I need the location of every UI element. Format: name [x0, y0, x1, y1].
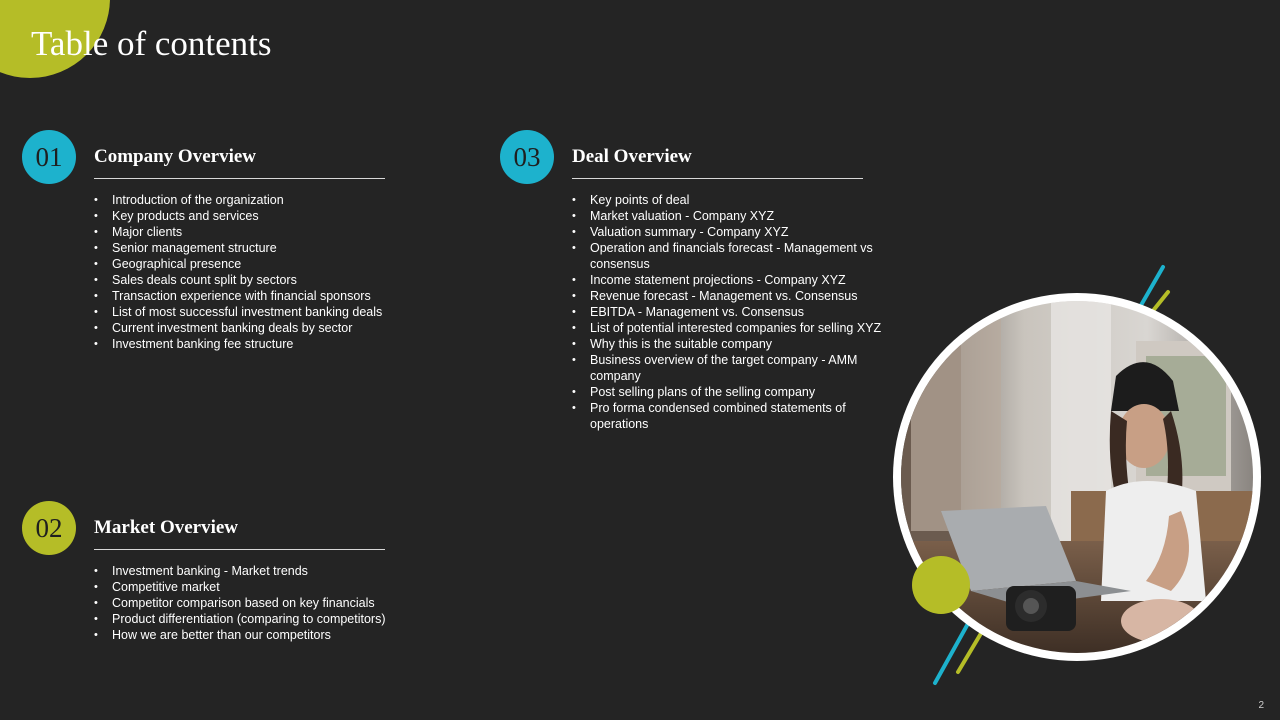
list-item: • Business overview of the target company - AMM company — [572, 352, 890, 384]
list-item: • Competitive market — [94, 579, 414, 595]
list-item: • Investment banking - Market trends — [94, 563, 414, 579]
lime-accent-circle — [912, 556, 970, 614]
section-item-list — [572, 192, 890, 432]
list-item: • Senior management structure — [94, 240, 414, 256]
section-title: Deal Overview — [572, 146, 692, 167]
section-title: Company Overview — [94, 146, 257, 167]
list-item: • Operation and financials forecast - Management vs consensus — [572, 240, 890, 272]
list-item: • Product differentiation (comparing to competitors) — [94, 611, 414, 627]
list-item: • Key products and services — [94, 208, 414, 224]
list-item: • Geographical presence — [94, 256, 414, 272]
section-divider — [94, 178, 385, 179]
page-number: 2 — [1258, 700, 1264, 711]
section-item-list — [94, 192, 414, 352]
list-item: • Valuation summary - Company XYZ — [572, 224, 890, 240]
section-number-badge: 02 — [22, 501, 76, 555]
section-market-overview — [22, 501, 442, 651]
list-item: • Revenue forecast - Management vs. Consensus — [572, 288, 890, 304]
list-item: • Pro forma condensed combined statements of operations — [572, 400, 890, 432]
section-item-list — [94, 563, 414, 643]
section-number-badge: 01 — [22, 130, 76, 184]
list-item: • Income statement projections - Company XYZ — [572, 272, 890, 288]
list-item: • List of most successful investment banking deals — [94, 304, 414, 320]
list-item: • Major clients — [94, 224, 414, 240]
page-title: Table of contents — [31, 24, 272, 63]
section-divider — [94, 549, 385, 550]
list-item: • Competitor comparison based on key financials — [94, 595, 414, 611]
section-deal-overview — [500, 130, 920, 440]
list-item: • Why this is the suitable company — [572, 336, 890, 352]
list-item: • Current investment banking deals by sector — [94, 320, 414, 336]
list-item: • Introduction of the organization — [94, 192, 414, 208]
list-item: • Transaction experience with financial sponsors — [94, 288, 414, 304]
section-company-overview — [22, 130, 442, 370]
list-item: • Investment banking fee structure — [94, 336, 414, 352]
section-title: Market Overview — [94, 517, 239, 538]
list-item: • Post selling plans of the selling company — [572, 384, 890, 400]
list-item: • List of potential interested companies for selling XYZ — [572, 320, 890, 336]
section-divider — [572, 178, 863, 179]
list-item: • How we are better than our competitors — [94, 627, 414, 643]
list-item: • Key points of deal — [572, 192, 890, 208]
list-item: • Market valuation - Company XYZ — [572, 208, 890, 224]
section-number-badge: 03 — [500, 130, 554, 184]
list-item: • EBITDA - Management vs. Consensus — [572, 304, 890, 320]
list-item: • Sales deals count split by sectors — [94, 272, 414, 288]
